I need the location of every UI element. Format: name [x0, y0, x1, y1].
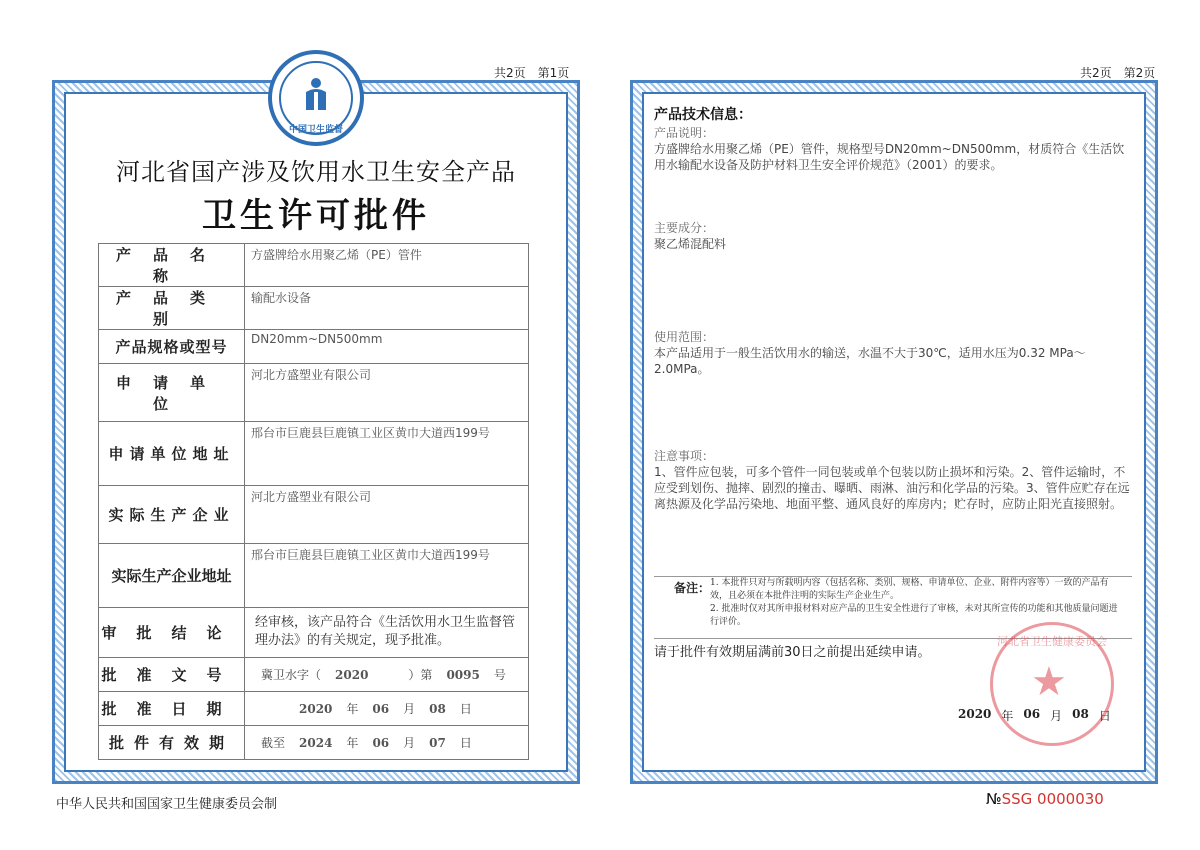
serial-value: SSG 0000030	[1001, 790, 1104, 808]
document-title-line2: 卫生许可批件	[202, 196, 430, 236]
serial-number: №SSG 0000030	[986, 790, 1104, 808]
table-row	[99, 544, 529, 608]
notes-label: 注意事项：	[654, 449, 715, 463]
approval-date: 2020 年 06 月 08 日	[299, 701, 472, 716]
product-spec-value: DN20mm~DN500mm	[245, 330, 529, 364]
description-text: 方盛牌给水用聚乙烯（PE）管件，规格型号DN20mm~DN500mm，材质符合《生活饮用水输配水设备及防护材料卫生安全评价规范》（2001）的要求。	[654, 142, 1125, 172]
row-label	[99, 244, 245, 287]
applicant-value: 河北方盛塑业有限公司	[245, 364, 529, 422]
product-name-value: 方盛牌给水用聚乙烯（PE）管件	[245, 244, 529, 287]
technical-info-heading: 产品技术信息：	[654, 107, 752, 123]
label-manufacturer-address: 实际生产企业地址	[111, 567, 232, 585]
usage-text: 本产品适用于一般生活饮用水的输送，水温不大于30℃，适用水压为0.32 MPa～2.0MPa。	[654, 346, 1086, 376]
remark-item: 2. 批准时仅对其所申报材料对应产品的卫生安全性进行了审核，未对其所宣传的功能和其他质量问题进行评价。	[710, 604, 1118, 627]
label-approval-conclusion: 审批结论	[101, 624, 242, 642]
remarks-section	[654, 576, 1132, 627]
applicant-address-value: 邢台市巨鹿县巨鹿镇工业区黄巾大道西199号	[245, 422, 529, 486]
approval-number: 冀卫水字（ 2020 ）第 0095 号	[261, 667, 506, 682]
label-validity: 批件有效期	[108, 734, 234, 752]
page-indicator-left: 共2页 第1页	[494, 66, 570, 80]
ingredients-text: 聚乙烯混配料	[654, 237, 727, 251]
table-row	[99, 287, 529, 330]
renewal-reminder: 请于批件有效期届满前30日之前提出延续申请。	[654, 638, 1132, 660]
product-category-value: 输配水设备	[245, 287, 529, 330]
manufacturer-address-value: 邢台市巨鹿县巨鹿镇工业区黄巾大道西199号	[245, 544, 529, 608]
table-row	[99, 244, 529, 287]
official-stamp: 河北省卫生健康委员会 ★	[990, 622, 1114, 746]
table-row	[99, 726, 529, 760]
approval-year: 2020	[335, 667, 369, 682]
table-row	[99, 422, 529, 486]
technical-info	[654, 104, 1132, 512]
table-row	[99, 608, 529, 658]
sign-date: 2020 年 06 月 08 日	[958, 707, 1111, 723]
label-product-spec: 产品规格或型号	[115, 338, 228, 356]
approval-number-value: 0095	[446, 667, 480, 682]
label-approval-date: 批准日期	[101, 700, 242, 718]
emblem-text: 中国卫生监督	[288, 125, 343, 135]
label-applicant-address: 申请单位地址	[108, 445, 235, 463]
label-product-name: 产品名称	[115, 246, 227, 285]
label-applicant: 申请单位	[115, 373, 227, 413]
remarks-list	[710, 577, 1120, 629]
notes-text: 1、管件应包装，可多个管件一同包装或单个包装以防止损坏和污染。2、管件运输时，不应受到划伤、抛摔、剧烈的撞击、曝晒、雨淋、油污和化学品的污染。3、管件应贮存在远离热源及化学品污染地、地面平整、通风良好的库房内；贮存时，应防止阳光直接照射。	[654, 465, 1130, 511]
page-indicator-right: 共2页 第2页	[1080, 66, 1156, 80]
table-row	[99, 364, 529, 422]
label-manufacturer: 实际生产企业	[108, 506, 235, 524]
stamp-text: 河北省卫生健康委员会	[997, 635, 1107, 648]
table-row	[99, 692, 529, 726]
permit-info-table	[98, 243, 529, 760]
remark-item: 1. 本批件只对与所载明内容（包括名称、类别、规格、申请单位、企业、附件内容等）一致的产品有效，且必须在本批件注明的实际生产企业生产。	[710, 578, 1109, 601]
manufacturer-value: 河北方盛塑业有限公司	[245, 486, 529, 544]
usage-label: 使用范围：	[654, 330, 715, 344]
ingredients-label: 主要成分：	[654, 221, 715, 235]
table-row	[99, 330, 529, 364]
approval-conclusion-text: 经审核，该产品符合《生活饮用水卫生监督管理办法》的有关规定，现予批准。	[255, 615, 516, 648]
validity-date: 截至 2024 年 06 月 07 日	[261, 735, 472, 750]
description-label: 产品说明：	[654, 126, 715, 140]
issuer-footer: 中华人民共和国国家卫生健康委员会制	[56, 797, 278, 812]
remarks-label: 备注：	[674, 581, 711, 595]
health-inspection-emblem	[268, 50, 364, 146]
label-approval-number: 批准文号	[101, 666, 242, 684]
document-title-line1: 河北省国产涉及饮用水卫生安全产品	[116, 158, 516, 186]
label-product-category: 产品类别	[115, 289, 227, 328]
table-row	[99, 658, 529, 692]
table-row	[99, 486, 529, 544]
